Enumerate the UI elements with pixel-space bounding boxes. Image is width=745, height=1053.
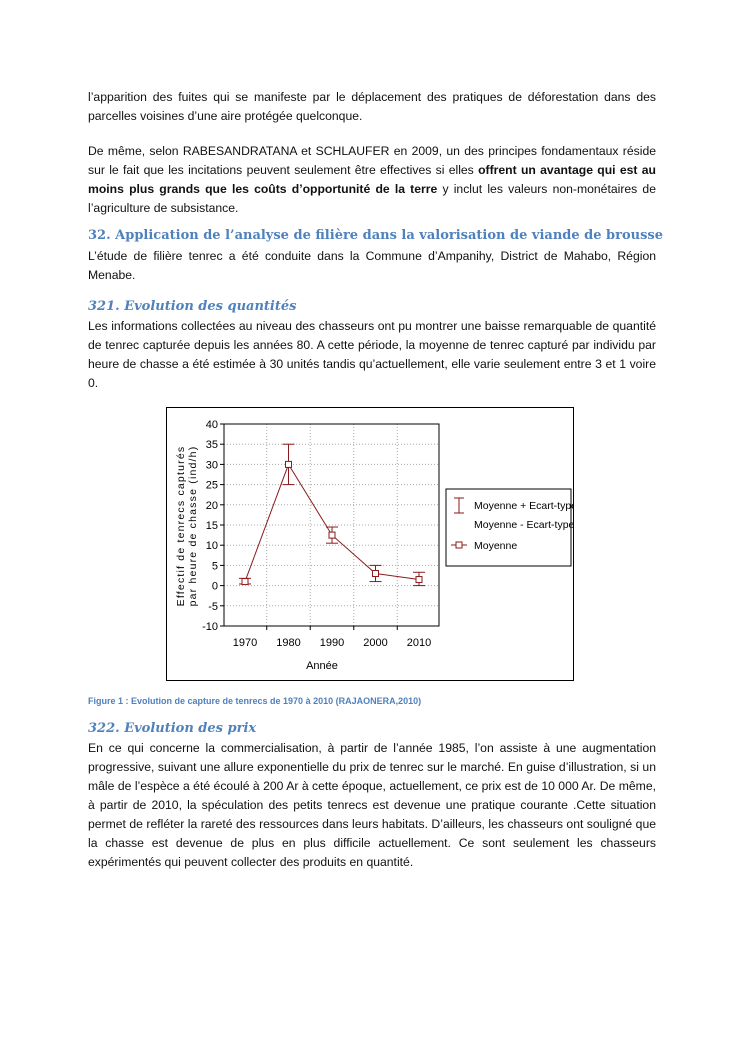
mean-point	[242, 579, 248, 585]
paragraph-fuites: l’apparition des fuites qui se manifeste par le déplacement des pratiques de déforestation dans des parcelles voisines d’une aire protégée quelconque.	[88, 90, 656, 123]
y-tick-label: 5	[211, 560, 218, 573]
legend-label-minus: Moyenne - Ecart-type	[474, 519, 573, 531]
y-tick-label: 15	[205, 520, 218, 532]
paragraph-text: De même, selon RABESANDRATANA et SCHLAUFER en 2009, un des principes fondamentaux réside sur le fait que les incitations peuvent seulement être effectives si elles	[88, 144, 656, 177]
y-tick-label: 0	[211, 580, 218, 593]
heading-32: 32. Application de l’analyse de filière dans la valorisation de viande de brousse	[88, 228, 664, 243]
mean-point	[373, 570, 379, 576]
mean-point	[329, 532, 335, 538]
x-tick-label: 1980	[276, 637, 301, 649]
y-tick-label: -5	[208, 600, 218, 613]
y-axis-label-line2: par heure de chasse (ind/h)	[187, 445, 199, 607]
paragraph-prix: En ce qui concerne la commercialisation, à partir de l’année 1985, l’on assiste à une augmentation progressive, suivant une allure exponentielle du prix de tenrec sur le marché. En guise d’illustration, si un mâle de l’espèce a été écoulé à 200 Ar à cette époque, actuellement, ce prix est de 10 000 Ar. De même, à partir de 2010, la spéculation des petits tenrecs est devenue une pratique courante .Cette situation permet de refléter la rareté des ressources dans leurs habitats. D’ailleurs, les chasseurs ont souligné que la chasse est devenue de plus en plus difficile actuellement. Ce sont seulement les chasseurs expérimentés qui peuvent collecter des produits en quantité.	[88, 741, 656, 869]
legend	[446, 489, 573, 566]
legend-label-plus: Moyenne + Ecart-type	[474, 500, 573, 512]
y-tick-label: 35	[205, 439, 218, 452]
figure-chart	[166, 407, 574, 681]
y-tick-label: 30	[205, 459, 218, 472]
y-tick-label: 40	[205, 419, 218, 431]
x-axis-label: Année	[306, 660, 338, 672]
plot-frame	[224, 424, 439, 626]
mean-line	[245, 464, 419, 581]
paragraph-bold-text: offrent un avantage qui est au moins plus grands que les coûts d’opportunité de la terre	[88, 163, 656, 196]
paragraph-etude: L’étude de filière tenrec a été conduite dans la Commune d’Ampanihy, District de Mahabo, Région Menabe.	[88, 249, 656, 282]
x-tick-label: 1970	[232, 637, 258, 649]
y-axis-label-line1: Effectif de tenrecs capturés	[175, 445, 187, 607]
y-tick-label: -10	[202, 621, 218, 633]
paragraph-incitations	[88, 142, 656, 218]
legend-label-mean: Moyenne	[474, 540, 518, 552]
mean-point	[286, 461, 292, 467]
chart-svg	[167, 408, 573, 680]
heading-322: 322. Evolution des prix	[88, 721, 257, 736]
x-tick-label: 2010	[406, 637, 432, 649]
x-tick-label: 2000	[363, 637, 388, 649]
figure-caption: Figure 1 : Evolution de capture de tenrecs de 1970 à 2010 (RAJAONERA,2010)	[88, 696, 422, 706]
paragraph-quantites: Les informations collectées au niveau des chasseurs ont pu montrer une baisse remarquable de quantité de tenrec capturée depuis les années 80. A cette période, la moyenne de tenrec capturé par individu par heure de chasse a été estimée à 30 unités tandis qu’actuellement, elle varie seulement entre 3 et 1 voire 0.	[88, 319, 656, 390]
heading-321: 321. Evolution des quantités	[88, 299, 297, 314]
y-tick-label: 25	[205, 479, 218, 492]
x-tick-label: 1990	[319, 637, 345, 649]
y-tick-label: 20	[205, 499, 218, 512]
mean-point	[416, 577, 422, 583]
y-tick-label: 10	[205, 540, 218, 553]
paragraph-text: y inclut les valeurs non-monétaires de l’agriculture de subsistance.	[88, 182, 656, 215]
